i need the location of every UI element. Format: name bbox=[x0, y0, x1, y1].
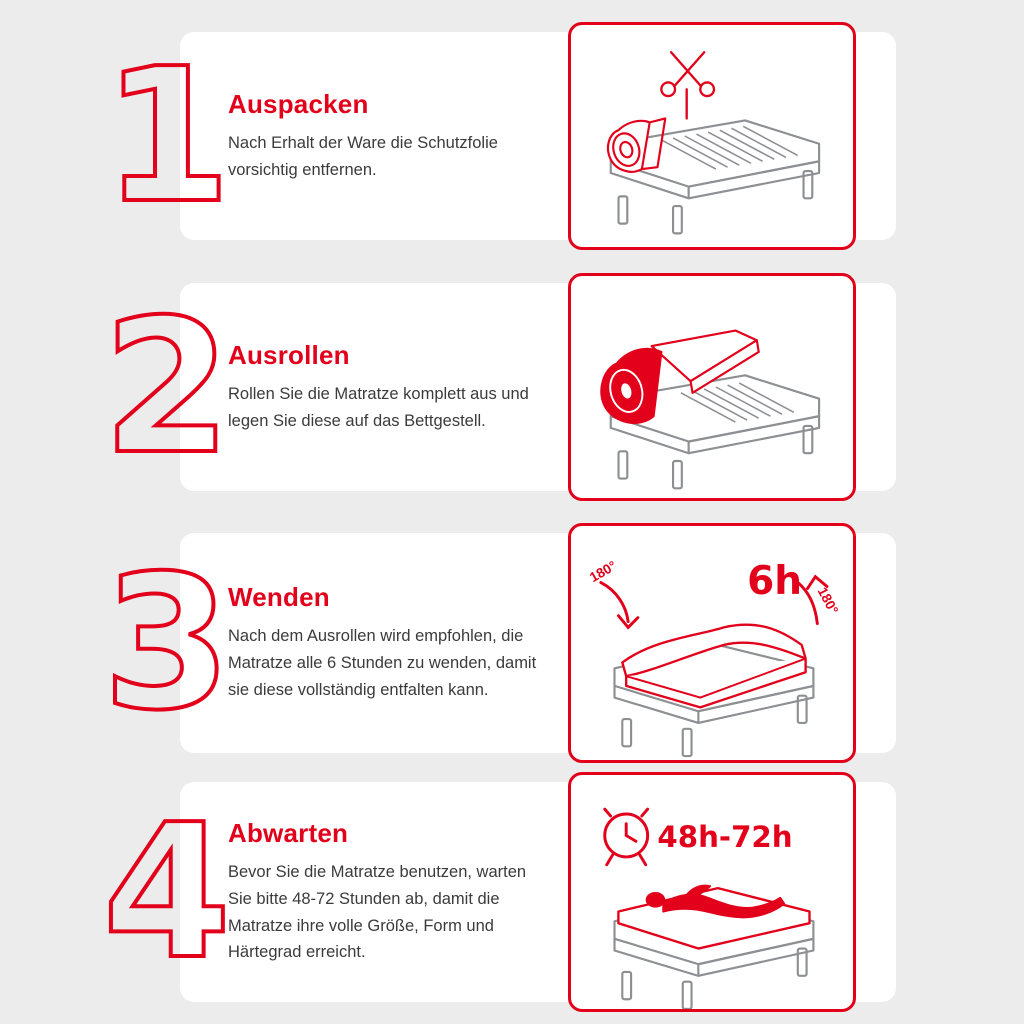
step-1 bbox=[0, 22, 1024, 250]
step-3 bbox=[0, 523, 1024, 763]
illustration-wait bbox=[568, 772, 856, 1012]
step-body: Rollen Sie die Matratze komplett aus und legen Sie diese auf das Bettgestell. bbox=[228, 384, 529, 430]
step-title: Ausrollen bbox=[228, 339, 350, 370]
step-number-text: 1 bbox=[102, 27, 228, 244]
step-text-4 bbox=[228, 772, 558, 1012]
step-body: Nach dem Ausrollen wird empfohlen, die Matratze alle 6 Stunden zu wenden, damit sie diese vollständig entfalten kann. bbox=[228, 627, 537, 699]
illustration-flip bbox=[568, 523, 856, 763]
step-number-1 bbox=[100, 22, 230, 250]
step-number-3 bbox=[100, 523, 230, 763]
rotation-arrow-left bbox=[601, 583, 638, 628]
step-text-3 bbox=[228, 523, 558, 763]
step-number-text: 2 bbox=[102, 278, 228, 495]
label-180-left: 180° bbox=[587, 558, 619, 586]
scissors-icon bbox=[661, 52, 714, 118]
step-2 bbox=[0, 273, 1024, 501]
step-body: Bevor Sie die Matratze benutzen, warten Sie bitte 48-72 Stunden ab, damit die Matratze ihre volle Größe, Form und Härtegrad erreicht. bbox=[228, 863, 527, 962]
step-title: Wenden bbox=[228, 582, 330, 613]
illustration-unpack bbox=[568, 22, 856, 250]
label-6h: 6h bbox=[747, 559, 803, 605]
label-48h-72h: 48h-72h bbox=[657, 820, 793, 855]
step-text-1 bbox=[228, 22, 558, 250]
step-4 bbox=[0, 772, 1024, 1012]
step-number-4 bbox=[100, 772, 230, 1012]
step-number-2 bbox=[100, 273, 230, 501]
label-180-right: 180° bbox=[814, 584, 842, 617]
step-title: Abwarten bbox=[228, 818, 349, 849]
step-title: Auspacken bbox=[228, 88, 369, 119]
illustration-unroll bbox=[568, 273, 856, 501]
step-text-2 bbox=[228, 273, 558, 501]
alarm-clock-icon bbox=[605, 809, 648, 865]
step-body: Nach Erhalt der Ware die Schutzfolie vorsichtig entfernen. bbox=[228, 133, 498, 179]
step-number-text: 3 bbox=[102, 534, 228, 751]
step-number-text: 4 bbox=[102, 783, 228, 1000]
